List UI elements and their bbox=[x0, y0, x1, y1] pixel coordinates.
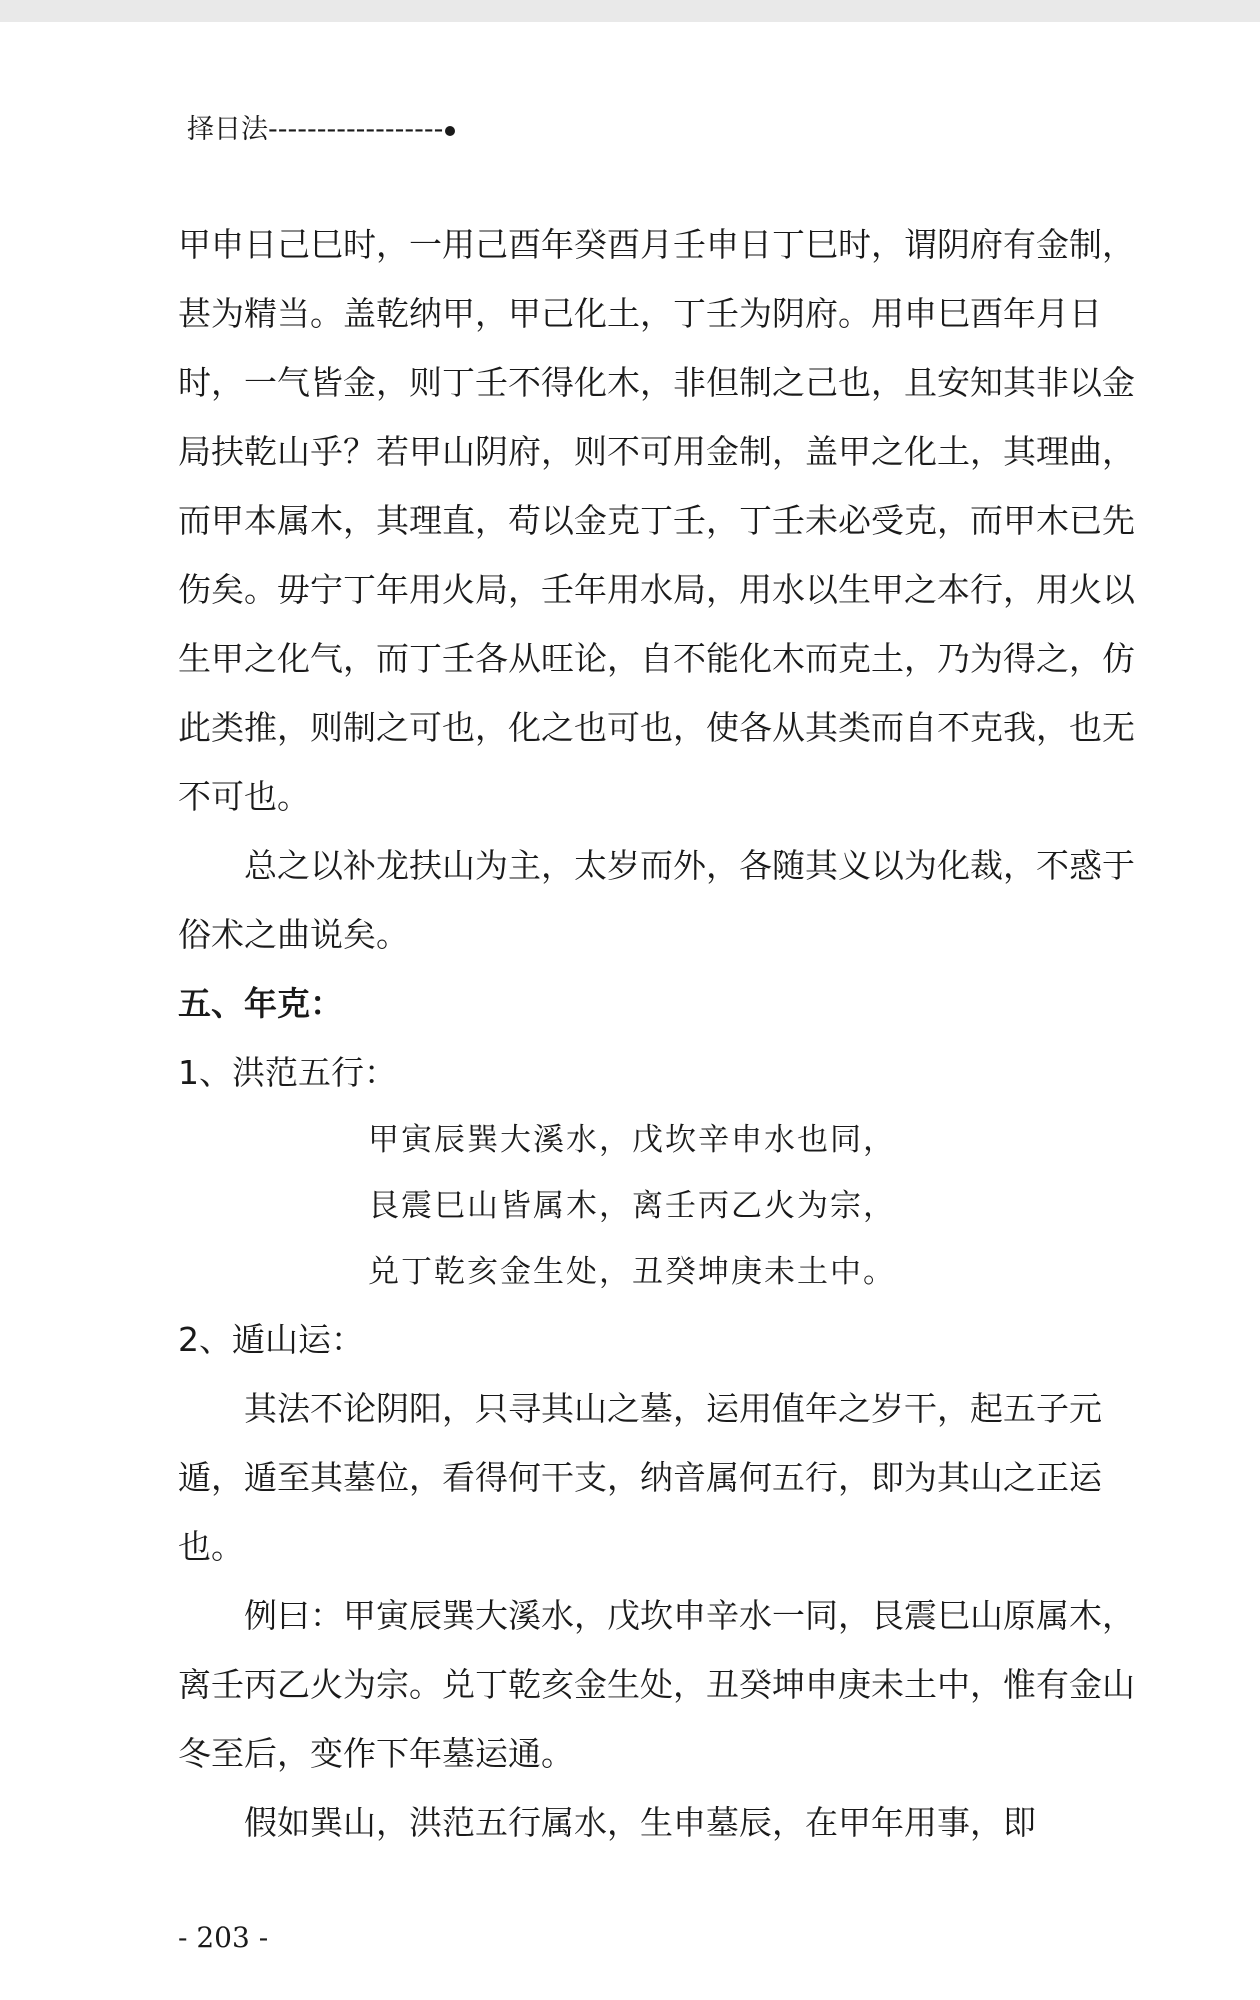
verse-line: 甲寅辰巽大溪水，戊坎辛申水也同， bbox=[368, 1122, 896, 1158]
verse-line: 艮震巳山皆属木，离壬丙乙火为宗， bbox=[368, 1188, 896, 1224]
page-body bbox=[178, 210, 1138, 1857]
paragraph: 甲申日己巳时，一用己酉年癸酉月壬申日丁巳时，谓阴府有金制，甚为精当。盖乾纳甲，甲己化土，丁壬为阴府。用申巳酉年月日时，一气皆金，则丁壬不得化木，非但制之己也，且安知其非以金局扶乾山乎？若甲山阴府，则不可用金制，盖甲之化土，其理曲，而甲本属木，其理直，苟以金克丁壬，丁壬未必受克，而甲木已先伤矣。毋宁丁年用火局，壬年用水局，用水以生甲之本行，用火以生甲之化气，而丁壬各从旺论，自不能化木而克土，乃为得之，仿此类推，则制之可也，化之也可也，使各从其类而自不克我，也无不可也。 bbox=[178, 225, 1135, 816]
paragraph: 假如巽山，洪范五行属水，生申墓辰，在甲年用事，即 bbox=[244, 1803, 1036, 1842]
bullet-dot-icon bbox=[445, 126, 455, 136]
paragraph: 例曰：甲寅辰巽大溪水，戊坎申辛水一同，艮震巳山原属木，离壬丙乙火为宗。兑丁乾亥金生处，丑癸坤申庚未土中，惟有金山冬至后，变作下年墓运通。 bbox=[178, 1596, 1135, 1773]
paragraph: 总之以补龙扶山为主，太岁而外，各随其义以为化裁，不惑于俗术之曲说矣。 bbox=[178, 846, 1135, 954]
scan-top-border bbox=[0, 0, 1260, 22]
verse-line: 兑丁乾亥金生处，丑癸坤庚未土中。 bbox=[368, 1254, 896, 1290]
page-number: - 203 - bbox=[178, 1921, 269, 1954]
paragraph: 其法不论阴阳，只寻其山之墓，运用值年之岁干，起五子元遁，遁至其墓位，看得何干支，纳音属何五行，即为其山之正运也。 bbox=[178, 1389, 1102, 1566]
subsection-heading: 1、洪范五行： bbox=[178, 1053, 397, 1092]
header-label: 择日法------------------ bbox=[187, 114, 444, 145]
subsection-heading: 2、遁山运： bbox=[178, 1320, 364, 1359]
section-heading: 五、年克： bbox=[178, 984, 343, 1023]
running-header bbox=[187, 112, 455, 148]
